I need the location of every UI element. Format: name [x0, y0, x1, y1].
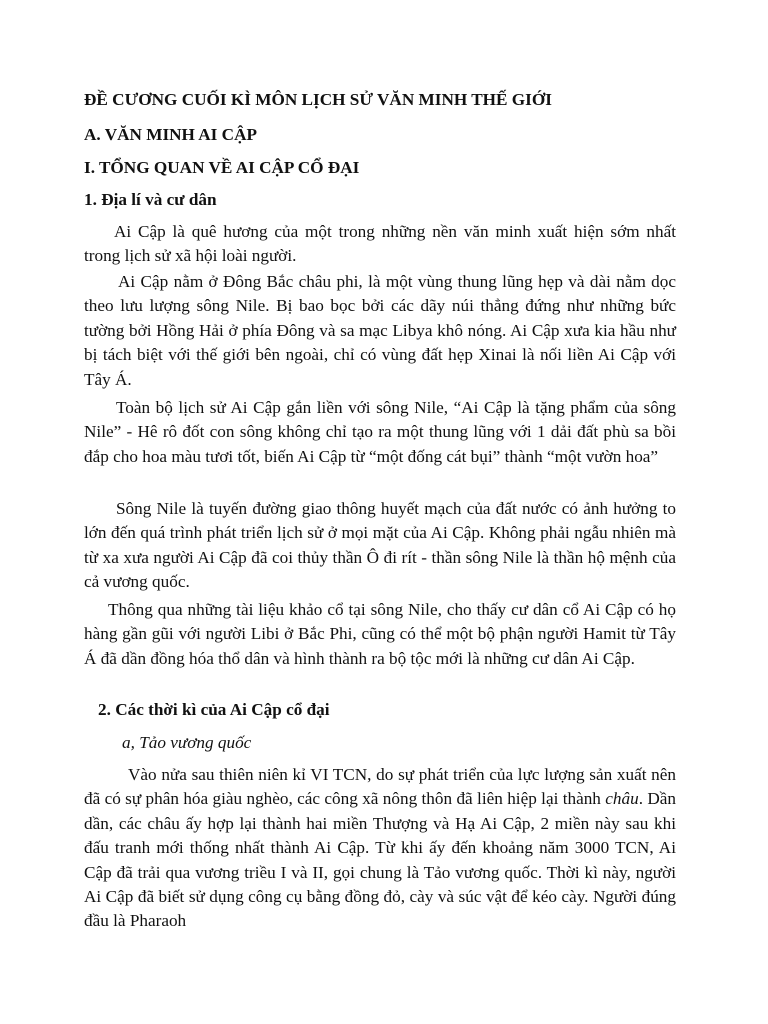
document-title: ĐỀ CƯƠNG CUỐI KÌ MÔN LỊCH SỬ VĂN MINH THẾ GIỚI [84, 90, 552, 109]
sub-heading-a: a, Tảo vương quốc [122, 733, 252, 752]
paragraph-2: Ai Cập nằm ở Đông Bắc châu phi, là một vùng thung lũng hẹp và dài nằm dọc theo lưu lượng sông Nile. Bị bao bọc bởi các dãy núi thẳng đứng như những bức tường bởi Hồng Hải ở phía Đông và sa mạc Libya khô nóng. Ai Cập xưa kia hầu như bị tách biệt với thế giới bên ngoài, chỉ có vùng đất hẹp Xinai là nối liền Ai Cập với Tây Á. [84, 272, 676, 389]
paragraph-1: Ai Cập là quê hương của một trong những nền văn minh xuất hiện sớm nhất trong lịch sử xã hội loài người. [84, 222, 676, 266]
paragraph-4: Sông Nile là tuyến đường giao thông huyết mạch của đất nước có ảnh hưởng to lớn đến quá trình phát triển lịch sử ở mọi mặt của Ai Cập. Không phải ngẫu nhiên mà từ xa xưa người Ai Cập đã coi thủy thần Ô đi rít - thần sông Nile là thần hộ mệnh của cả vương quốc. [84, 499, 676, 592]
subsection-heading-2: 2. Các thời kì của Ai Cập cổ đại [98, 700, 330, 719]
paragraph-6 [84, 763, 676, 934]
section-heading-a: A. VĂN MINH AI CẬP [84, 125, 257, 144]
paragraph-6-text-start: Vào nửa sau thiên niên kỉ VI TCN, do sự phát triển của lực lượng sản xuất nên đã có sự phân hóa giàu nghèo, các công xã nông thôn đã liên hiệp lại thành [84, 765, 676, 809]
paragraph-5: Thông qua những tài liệu khảo cổ tại sông Nile, cho thấy cư dân cổ Ai Cập có họ hàng gần gũi với người Libi ở Bắc Phi, cũng có thể một bộ phận người Hamit từ Tây Á đã dần đồng hóa thổ dân và hình thành ra bộ tộc mới là những cư dân Ai Cập. [84, 600, 676, 668]
paragraph-6-emphasis: châu [605, 789, 639, 809]
paragraph-3: Toàn bộ lịch sử Ai Cập gắn liền với sông Nile, “Ai Cập là tặng phẩm của sông Nile” - Hê rô đốt con sông không chỉ tạo ra một thung lũng với 1 dải đất phù sa bồi đắp cho hoa màu tươi tốt, biến Ai Cập từ “một đống cát bụi” thành “một vườn hoa” [84, 398, 676, 466]
paragraph-6-text-end: . Dần dần, các châu ấy hợp lại thành hai miền Thượng và Hạ Ai Cập, 2 miền này sau khi đấu tranh mới thống nhất thành Ai Cập. Từ khi ấy đến khoảng năm 3000 TCN, Ai Cập đã trải qua vương triều I và II, gọi chung là Tảo vương quốc. Thời kì này, người Ai Cập đã biết sử dụng công cụ bằng đồng đỏ, cày và súc vật để kéo cày. Người đúng đầu là Pharaoh [84, 789, 677, 931]
subsection-heading-1: 1. Địa lí và cư dân [84, 190, 217, 209]
section-heading-i: I. TỔNG QUAN VỀ AI CẬP CỔ ĐẠI [84, 158, 360, 177]
